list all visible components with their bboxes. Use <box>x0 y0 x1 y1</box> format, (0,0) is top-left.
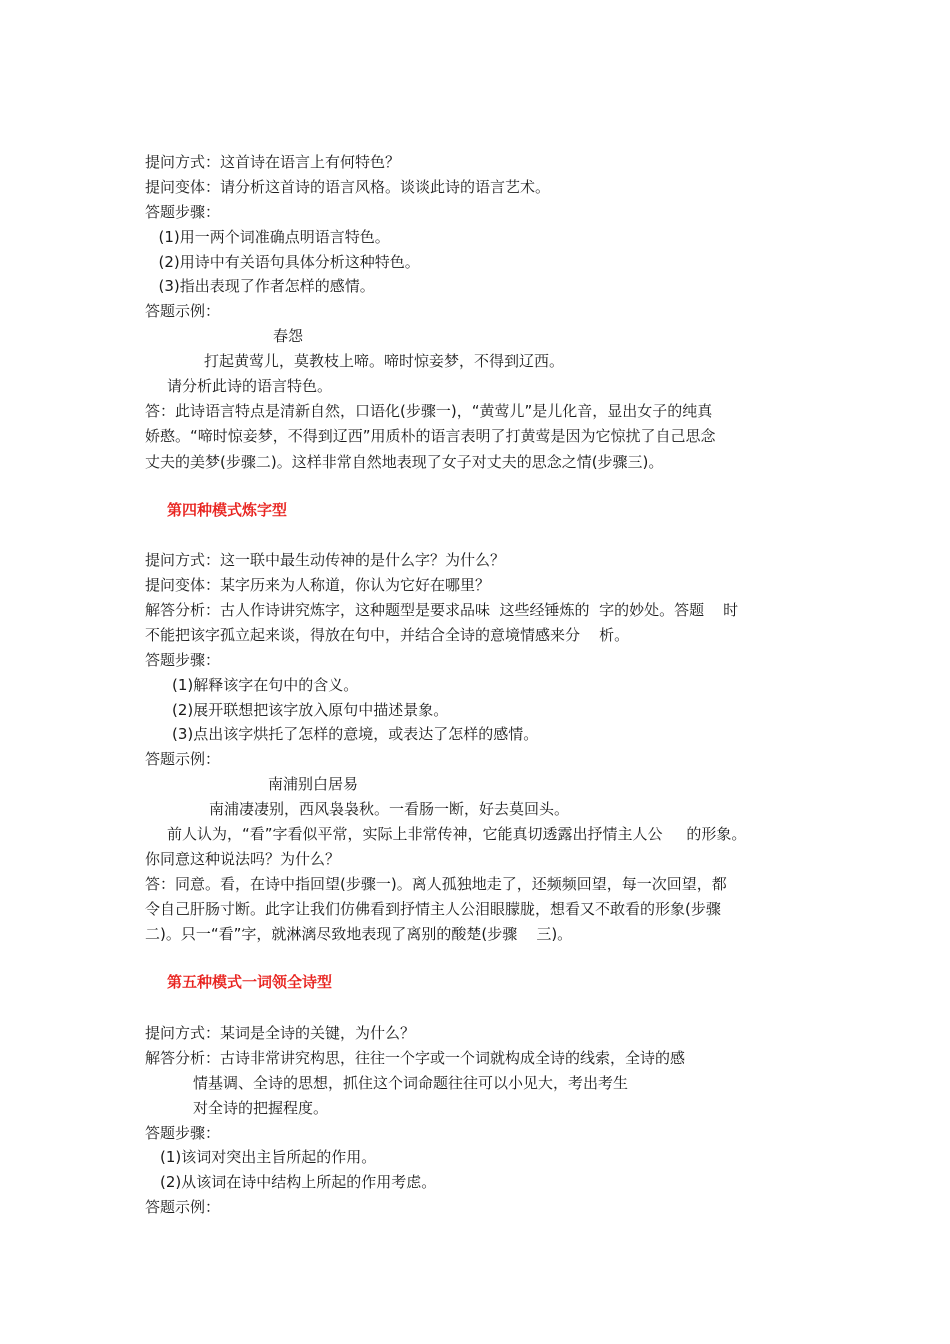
answer-example-label: 答题示例： <box>145 1198 221 1216</box>
poem-title: 南浦别白居易 <box>268 775 359 793</box>
answer-example-label: 答题示例： <box>145 302 221 320</box>
answer-paragraph-line-2: 娇憨。“啼时惊妾梦，不得到辽西”用质朴的语言表明了打黄莺是因为它惊扰了自己思念 <box>145 427 716 445</box>
question-method-line: 提问方式：某词是全诗的关键，为什么？ <box>145 1024 416 1042</box>
step-1: (1)用一两个词准确点明语言特色。 <box>149 228 390 246</box>
answer-steps-label: 答题步骤： <box>145 1124 221 1142</box>
question-prompt-line-1: 前人认为，“看”字看似平常，实际上非常传神，它能真切透露出抒情主人公 的形象。 <box>167 825 747 843</box>
step-2: (2)展开联想把该字放入原句中描述景象。 <box>172 701 449 719</box>
answer-paragraph-line-2: 令自己肝肠寸断。此字让我们仿佛看到抒情主人公泪眼朦胧，想看又不敢看的形象(步骤 <box>145 900 721 918</box>
analysis-line-1: 解答分析：古人作诗讲究炼字，这种题型是要求品味 这些经锤炼的 字的妙处。答题 时 <box>145 601 739 619</box>
question-method-line: 提问方式：这一联中最生动传神的是什么字？为什么？ <box>145 551 506 569</box>
step-1: (1)解释该字在句中的含义。 <box>172 676 359 694</box>
answer-paragraph-line-1: 答：同意。看，在诗中指回望(步骤一)。离人孤独地走了，还频频回望，每一次回望，都 <box>145 875 727 893</box>
section-heading-5: 第五种模式一词领全诗型 <box>167 973 333 991</box>
step-3: (3)指出表现了作者怎样的感情。 <box>149 277 375 295</box>
step-2: (2)从该词在诗中结构上所起的作用考虑。 <box>160 1173 437 1191</box>
analysis-line-3: 对全诗的把握程度。 <box>193 1099 329 1117</box>
answer-paragraph-line-1: 答：此诗语言特点是清新自然，口语化(步骤一)，“黄莺儿”是儿化音，显出女子的纯真 <box>145 402 713 420</box>
step-1: (1)该词对突出主旨所起的作用。 <box>160 1148 377 1166</box>
answer-example-label: 答题示例： <box>145 750 221 768</box>
analysis-line-2: 情基调、全诗的思想，抓住这个词命题往往可以小见大，考出考生 <box>193 1074 629 1092</box>
poem-text: 打起黄莺儿，莫教枝上啼。啼时惊妾梦，不得到辽西。 <box>204 352 565 370</box>
analysis-line-1: 解答分析：古诗非常讲究构思，往往一个字或一个词就构成全诗的线索，全诗的感 <box>145 1049 686 1067</box>
analysis-line-2: 不能把该字孤立起来谈，得放在句中，并结合全诗的意境情感来分 析。 <box>145 626 630 644</box>
step-3: (3)点出该字烘托了怎样的意境，或表达了怎样的感情。 <box>172 725 539 743</box>
answer-paragraph-line-3: 二)。只一“看”字，就淋漓尽致地表现了离别的酸楚(步骤 三)。 <box>145 925 573 943</box>
poem-text: 南浦凄凄别，西风袅袅秋。一看肠一断，好去莫回头。 <box>209 800 570 818</box>
question-method-line: 提问方式：这首诗在语言上有何特色？ <box>145 153 401 171</box>
section-heading-4: 第四种模式炼字型 <box>167 501 288 519</box>
answer-steps-label: 答题步骤： <box>145 203 221 221</box>
question-variant-line: 提问变体：某字历来为人称道，你认为它好在哪里？ <box>145 576 491 594</box>
step-2: (2)用诗中有关语句具体分析这种特色。 <box>149 253 420 271</box>
question-prompt: 请分析此诗的语言特色。 <box>167 377 333 395</box>
poem-title: 春怨 <box>273 327 304 345</box>
question-variant-line: 提问变体：请分析这首诗的语言风格。谈谈此诗的语言艺术。 <box>145 178 551 196</box>
answer-steps-label: 答题步骤： <box>145 651 221 669</box>
answer-paragraph-line-3: 丈夫的美梦(步骤二)。这样非常自然地表现了女子对丈夫的思念之情(步骤三)。 <box>145 453 664 471</box>
question-prompt-line-2: 你同意这种说法吗？为什么？ <box>145 850 341 868</box>
